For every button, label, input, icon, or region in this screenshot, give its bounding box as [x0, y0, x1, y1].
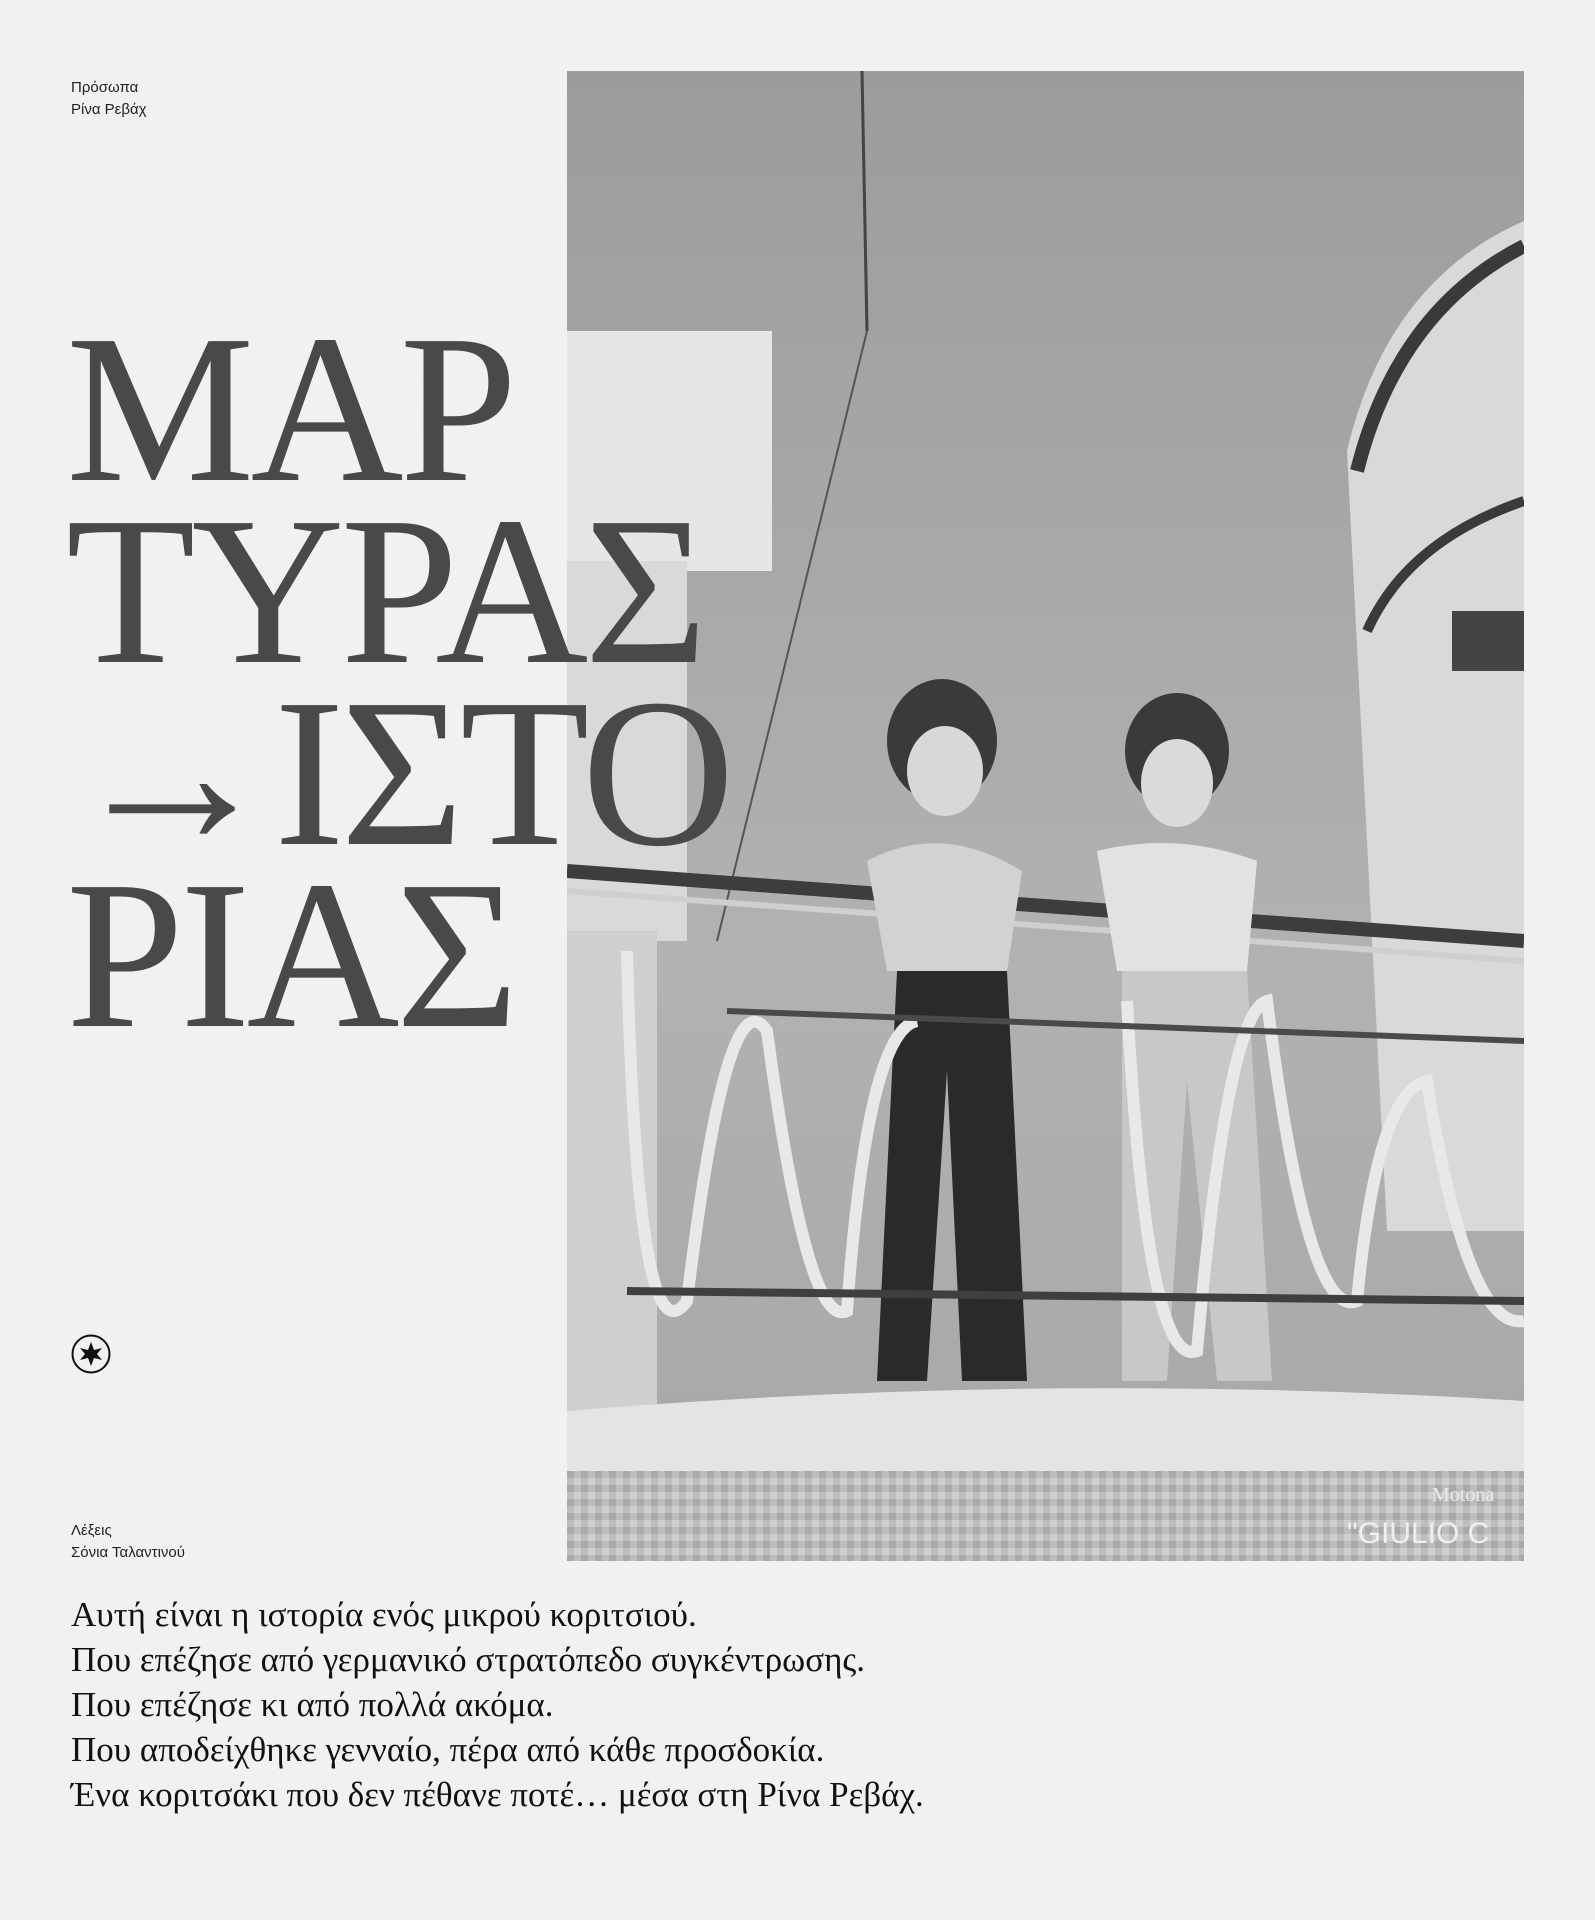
headline [66, 291, 731, 1072]
intro-line: Που επέζησε κι από πολλά ακόμα. [71, 1685, 554, 1724]
intro-line: Που επέζησε από γερμανικό στρατόπεδο συγκέντρωσης. [71, 1640, 865, 1679]
section-meta [71, 77, 147, 121]
ship-text-1: Motona [1432, 1484, 1495, 1506]
credits-label: Λέξεις [71, 1522, 112, 1539]
intro-line: Ένα κοριτσάκι που δεν πέθανε ποτέ… μέσα στη Ρίνα Ρεβάχ. [71, 1775, 924, 1814]
headline-line: →ΙΣΤΟ [66, 655, 731, 890]
headline-line: ΤΥΡΑΣ [66, 473, 704, 708]
intro-line: Αυτή είναι η ιστορία ενός μικρού κοριτσιού. [71, 1595, 697, 1634]
credits-author: Σόνια Ταλαντινού [71, 1544, 185, 1561]
credits [71, 1520, 185, 1564]
headline-line: ΡΙΑΣ [66, 837, 515, 1072]
ship-text-2: "GIULIO C [1347, 1517, 1490, 1550]
section-label: Πρόσωπα [71, 79, 139, 96]
intro-line: Που αποδείχθηκε γενναίο, πέρα από κάθε προσδοκία. [71, 1730, 825, 1769]
intro-text [71, 1592, 1511, 1817]
star-circle-icon [71, 1334, 111, 1374]
headline-line: ΜΑΡ [66, 291, 514, 526]
section-value: Ρίνα Ρεβάχ [71, 101, 147, 118]
